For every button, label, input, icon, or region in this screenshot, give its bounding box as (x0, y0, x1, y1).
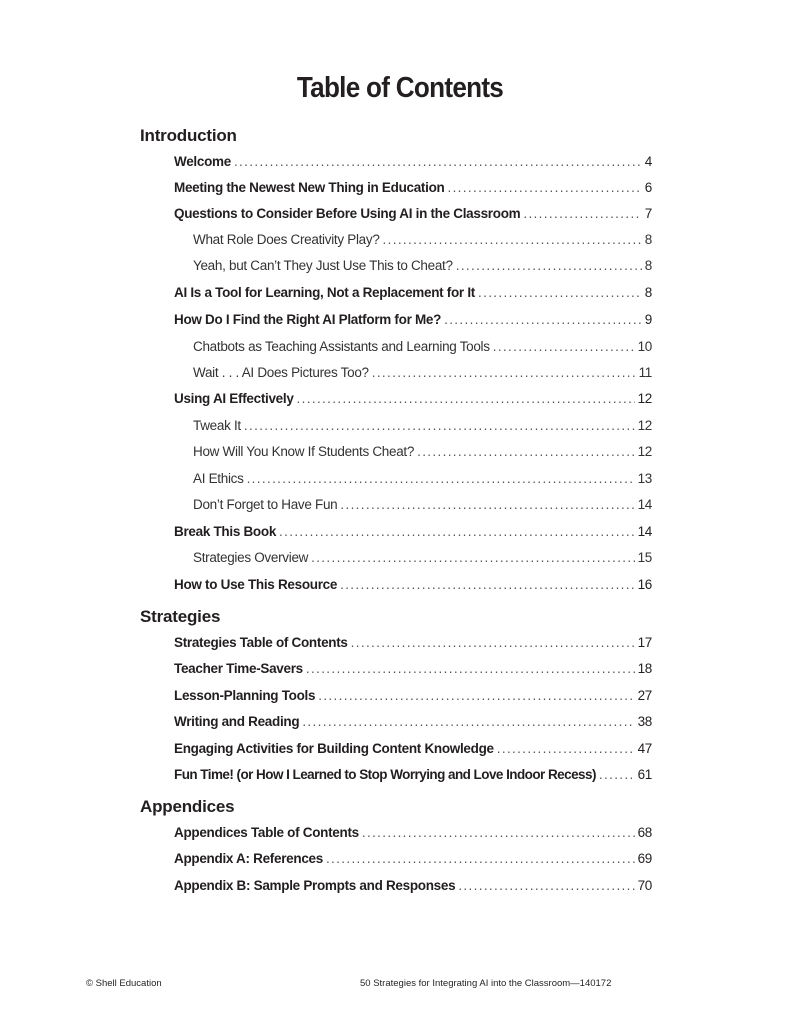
toc-entry-ethics[interactable] (193, 471, 652, 489)
entry-page: 7 (644, 206, 652, 221)
entry-page: 61 (637, 767, 652, 782)
toc-entry-questions[interactable] (174, 206, 652, 224)
toc-entry-appendix-a[interactable] (174, 851, 652, 869)
toc-entry-know-cheat[interactable] (193, 444, 652, 462)
entry-page: 10 (637, 339, 652, 354)
entry-label: AI Ethics (193, 471, 244, 486)
entry-page: 8 (644, 285, 652, 300)
entry-label: Engaging Activities for Building Content Knowledge (174, 741, 494, 756)
toc-entry-fun[interactable] (193, 497, 652, 515)
toc-entry-strategies-toc[interactable] (174, 635, 652, 653)
footer-book-title: 50 Strategies for Integrating AI into the Classroom—140172 (360, 978, 612, 989)
entry-label: Teacher Time-Savers (174, 661, 303, 676)
entry-label: Appendix A: References (174, 851, 323, 866)
entry-page: 38 (637, 714, 652, 729)
entry-label: Welcome (174, 154, 231, 169)
section-heading-strategies: Strategies (140, 607, 221, 626)
entry-page: 47 (637, 741, 652, 756)
entry-label: Chatbots as Teaching Assistants and Learning Tools (193, 339, 490, 354)
entry-label: Writing and Reading (174, 714, 300, 729)
toc-entry-right-platform[interactable] (174, 312, 652, 330)
toc-entry-using-ai[interactable] (174, 391, 652, 409)
entry-page: 12 (637, 444, 652, 459)
page-title: Table of Contents (296, 72, 504, 104)
entry-page: 12 (637, 391, 652, 406)
entry-label: Questions to Consider Before Using AI in the Classroom (174, 206, 521, 221)
entry-label: How Do I Find the Right AI Platform for Me? (174, 312, 442, 327)
section-heading-introduction: Introduction (140, 126, 237, 145)
entry-label: Appendix B: Sample Prompts and Responses (174, 878, 456, 893)
toc-entry-appendix-b[interactable] (174, 878, 652, 896)
toc-entry-cheat[interactable] (193, 258, 652, 276)
entry-label: Strategies Overview (193, 550, 309, 565)
entry-page: 14 (637, 497, 652, 512)
entry-label: What Role Does Creativity Play? (193, 232, 380, 247)
entry-label: How Will You Know If Students Cheat? (193, 444, 415, 459)
toc-entry-lesson-planning[interactable] (174, 688, 652, 706)
toc-entry-chatbots[interactable] (193, 339, 652, 357)
entry-label: Don’t Forget to Have Fun (193, 497, 338, 512)
entry-page: 14 (637, 524, 652, 539)
entry-page: 11 (638, 365, 652, 380)
entry-label: Yeah, but Can’t They Just Use This to Cheat? (193, 258, 453, 273)
toc-entry-time-savers[interactable] (174, 661, 652, 679)
toc-entry-appendices-toc[interactable] (174, 825, 652, 843)
toc-entry-writing-reading[interactable] (174, 714, 652, 732)
toc-entry-ai-tool[interactable] (174, 285, 652, 303)
entry-page: 13 (637, 471, 652, 486)
entry-label: Appendices Table of Contents (174, 825, 359, 840)
entry-label: Wait . . . AI Does Pictures Too? (193, 365, 369, 380)
entry-label: Meeting the Newest New Thing in Education (174, 180, 445, 195)
entry-label: Fun Time! (or How I Learned to Stop Worrying and Love Indoor Recess) (174, 767, 596, 782)
entry-label: Tweak It (193, 418, 241, 433)
entry-page: 9 (644, 312, 652, 327)
toc-entry-creativity[interactable] (193, 232, 652, 250)
entry-page: 69 (637, 851, 652, 866)
entry-label: Break This Book (174, 524, 277, 539)
entry-page: 15 (637, 550, 652, 565)
entry-page: 70 (637, 878, 652, 893)
toc-entry-break-book[interactable] (174, 524, 652, 542)
entry-label: AI Is a Tool for Learning, Not a Replacement for It (174, 285, 475, 300)
toc-entry-pictures[interactable] (193, 365, 652, 383)
entry-label: Using AI Effectively (174, 391, 294, 406)
footer-publisher: © Shell Education (86, 978, 162, 989)
toc-entry-fun-time[interactable] (174, 767, 652, 785)
entry-page: 4 (644, 154, 652, 169)
entry-page: 16 (637, 577, 652, 592)
entry-label: Lesson-Planning Tools (174, 688, 316, 703)
toc-entry-how-to-use[interactable] (174, 577, 652, 595)
entry-page: 8 (644, 232, 652, 247)
entry-page: 68 (637, 825, 652, 840)
entry-page: 27 (637, 688, 652, 703)
entry-page: 18 (637, 661, 652, 676)
entry-label: Strategies Table of Contents (174, 635, 348, 650)
entry-page: 6 (644, 180, 652, 195)
entry-page: 12 (637, 418, 652, 433)
toc-entry-engaging-activities[interactable] (174, 741, 652, 759)
toc-entry-strategies-overview[interactable] (193, 550, 652, 568)
entry-page: 17 (637, 635, 652, 650)
toc-entry-tweak[interactable] (193, 418, 652, 436)
entry-page: 8 (644, 258, 652, 273)
section-heading-appendices: Appendices (140, 797, 235, 816)
entry-label: How to Use This Resource (174, 577, 338, 592)
toc-entry-newest-thing[interactable] (174, 180, 652, 198)
toc-entry-welcome[interactable] (174, 154, 652, 172)
